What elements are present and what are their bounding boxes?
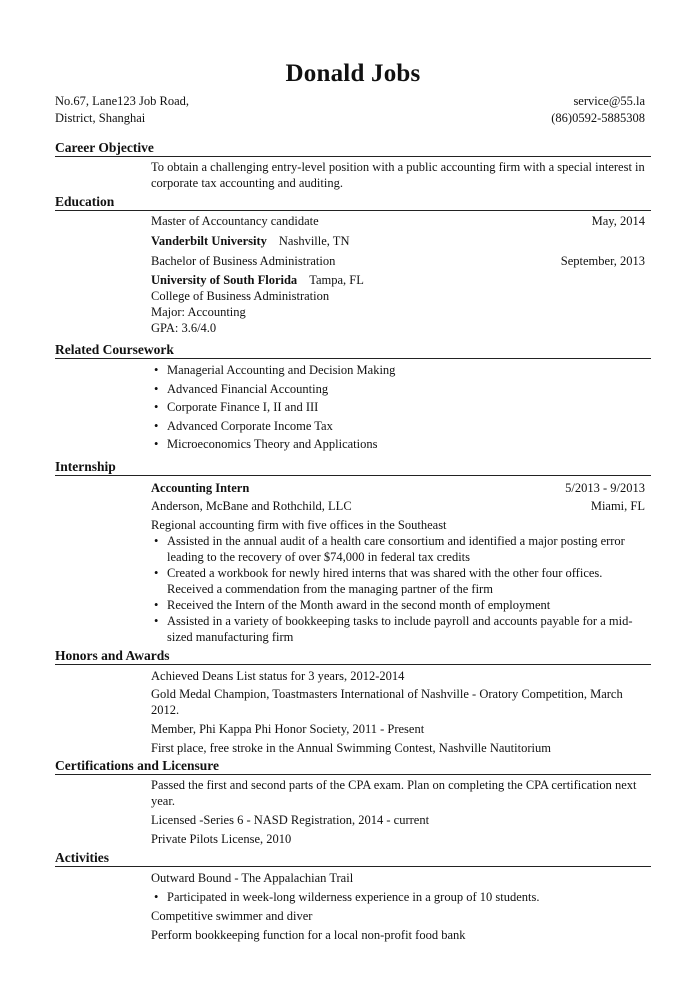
school-1: Vanderbilt University: [151, 234, 267, 248]
internship-body: [151, 480, 645, 645]
bullet-icon: •: [154, 400, 159, 414]
section-title-career-objective: Career Objective: [55, 140, 651, 157]
course-item: • Advanced Financial Accounting: [151, 380, 645, 399]
internship-location: Miami, FL: [590, 499, 645, 513]
section-title-coursework: Related Coursework: [55, 342, 651, 359]
activity-bullet: • Participated in week-long wilderness experience in a group of 10 students.: [154, 890, 540, 904]
section-certifications: [55, 758, 651, 847]
honors-body: [151, 668, 645, 756]
certifications-body: [151, 777, 645, 847]
contact-block: [551, 93, 645, 127]
degree-1: Master of Accountancy candidate: [151, 214, 319, 228]
bullet-icon: •: [154, 890, 159, 904]
course-item: • Microeconomics Theory and Applications: [151, 435, 645, 454]
section-activities: [55, 850, 651, 943]
honor-item-3: Member, Phi Kappa Phi Honor Society, 2011 - Present: [151, 722, 425, 736]
section-title-education: Education: [55, 194, 651, 211]
bullet-icon: •: [154, 614, 159, 628]
email: service@55.la: [573, 94, 645, 108]
bullet-icon: •: [154, 598, 159, 612]
objective-line-2: corporate tax accounting and auditing.: [151, 176, 343, 190]
section-title-honors: Honors and Awards: [55, 648, 651, 665]
bullet-icon: •: [154, 363, 159, 377]
school-2-row: [151, 272, 645, 288]
bullet-icon: •: [154, 437, 159, 451]
course-item: • Managerial Accounting and Decision Making: [151, 361, 645, 380]
certification-item-1-line-1: Passed the first and second parts of the CPA exam. Plan on completing the CPA certification next: [151, 778, 637, 792]
major: Major: Accounting: [151, 305, 246, 319]
college: College of Business Administration: [151, 289, 330, 303]
internship-role-row: [151, 480, 645, 496]
school-2: University of South Florida: [151, 273, 298, 287]
section-honors: [55, 648, 651, 756]
internship-bullet: • Received the Intern of the Month award in the second month of employment: [154, 598, 551, 612]
candidate-name: Donald Jobs: [285, 60, 421, 87]
address-line-2: District, Shanghai: [55, 111, 146, 125]
bullet-icon: •: [154, 381, 159, 396]
school-1-row: [151, 233, 645, 249]
section-education: [55, 194, 651, 336]
section-internship: [55, 459, 651, 645]
bullet-icon: •: [154, 566, 159, 580]
certification-item-2: Licensed -Series 6 - NASD Registration, 2014 - current: [151, 813, 430, 827]
honor-item-1: Achieved Deans List status for 3 years, 2012-2014: [151, 669, 405, 683]
course-item: • Corporate Finance I, II and III: [151, 398, 645, 417]
course-item: • Advanced Corporate Income Tax: [151, 417, 645, 436]
section-title-internship: Internship: [55, 459, 651, 476]
internship-bullet: • Created a workbook for newly hired interns that was shared with the other four offices. Received a commendation from the managing partner of the firm: [154, 566, 603, 596]
objective-line-1: To obtain a challenging entry-level position with a public accounting firm with a special interest in: [151, 160, 645, 174]
activity-item-1: Outward Bound - The Appalachian Trail: [151, 871, 354, 885]
honor-item-2-line-2: 2012.: [151, 703, 180, 717]
resume-page: [55, 0, 651, 990]
certification-item-1-line-2: year.: [151, 794, 175, 808]
degree-1-date: May, 2014: [591, 214, 645, 228]
gpa: GPA: 3.6/4.0: [151, 321, 217, 335]
activity-item-3: Perform bookkeeping function for a local non-profit food bank: [151, 928, 466, 942]
coursework-body: [151, 361, 645, 454]
internship-bullets: [151, 533, 645, 645]
internship-dates: 5/2013 - 9/2013: [565, 481, 645, 495]
activity-bullets: [151, 889, 645, 905]
section-coursework: [55, 342, 651, 454]
section-title-certifications: Certifications and Licensure: [55, 758, 651, 775]
activities-body: [151, 870, 645, 943]
phone: (86)0592-5885308: [551, 111, 645, 125]
internship-description: Regional accounting firm with five offices in the Southeast: [151, 518, 447, 532]
education-entry-2: [151, 253, 645, 269]
school-2-location: Tampa, FL: [309, 273, 364, 287]
bullet-icon: •: [154, 534, 159, 548]
internship-bullet: • Assisted in a variety of bookkeeping tasks to include payroll and accounts payable for a mid- sized manufacturing firm: [154, 614, 633, 644]
degree-2: Bachelor of Business Administration: [151, 254, 336, 268]
internship-company-row: [151, 498, 645, 514]
internship-bullet: • Assisted in the annual audit of a health care consortium and identified a major posting error leading to the recovery of over $74,000 in federal tax credits: [154, 534, 625, 564]
address-block: [55, 93, 189, 127]
education-body: [151, 213, 645, 336]
education-entry-1: [151, 213, 645, 229]
degree-2-date: September, 2013: [560, 254, 645, 268]
activity-item-2: Competitive swimmer and diver: [151, 909, 313, 923]
internship-company: Anderson, McBane and Rothchild, LLC: [151, 499, 352, 513]
address-line-1: No.67, Lane123 Job Road,: [55, 94, 190, 108]
certification-item-3: Private Pilots License, 2010: [151, 832, 292, 846]
honor-item-2-line-1: Gold Medal Champion, Toastmasters International of Nashville - Oratory Competition, March: [151, 687, 623, 701]
school-1-location: Nashville, TN: [278, 234, 350, 248]
bullet-icon: •: [154, 418, 159, 433]
honor-item-4: First place, free stroke in the Annual Swimming Contest, Nashville Nautitorium: [151, 741, 551, 755]
internship-role: Accounting Intern: [151, 481, 250, 495]
section-title-activities: Activities: [55, 850, 651, 867]
coursework-list: [151, 361, 645, 454]
career-objective-body: [151, 159, 645, 191]
section-career-objective: [55, 140, 651, 191]
